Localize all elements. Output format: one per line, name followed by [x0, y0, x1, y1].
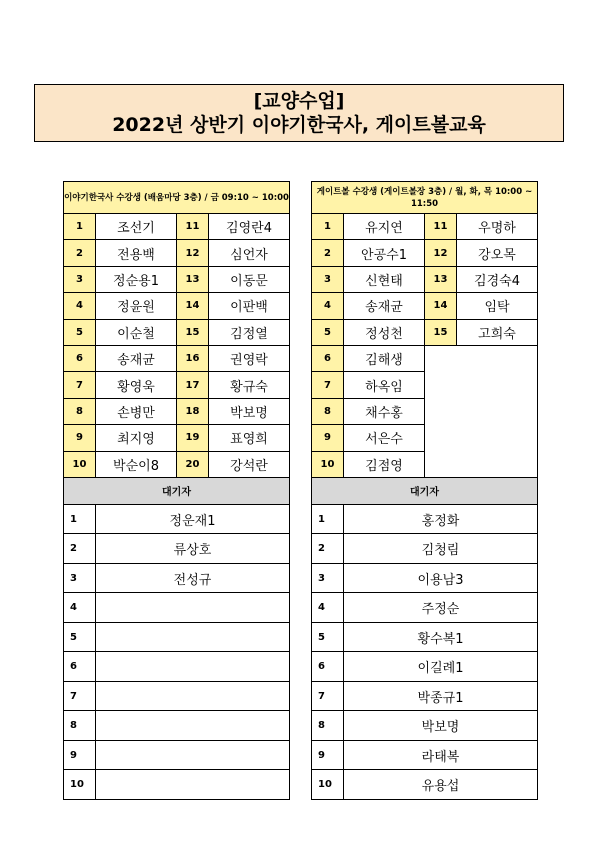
student-number: 13: [425, 266, 457, 292]
student-number: 7: [64, 372, 96, 398]
student-number: 6: [312, 345, 344, 371]
waitlist-number: 10: [64, 770, 96, 800]
student-name: 심언자: [209, 240, 290, 266]
table-row: [312, 652, 538, 682]
empty-cell: [425, 372, 538, 398]
student-number: 8: [64, 398, 96, 424]
table-row: [312, 214, 538, 240]
student-number: 9: [64, 425, 96, 451]
waitlist-number: 10: [312, 770, 344, 800]
table-row: [312, 372, 538, 398]
table-row: [64, 345, 290, 371]
student-number: 1: [64, 214, 96, 240]
student-number: 6: [64, 345, 96, 371]
table-row: [312, 622, 538, 652]
student-name: 임탁: [457, 293, 538, 319]
waitlist-name: 김청림: [344, 534, 538, 564]
waitlist-name: 박종규1: [344, 681, 538, 711]
student-name: 정윤원: [96, 293, 177, 319]
waitlist-number: 9: [312, 740, 344, 770]
student-name: 이판백: [209, 293, 290, 319]
waitlist-number: 3: [312, 563, 344, 593]
table-row: [312, 504, 538, 534]
student-number: 9: [312, 425, 344, 451]
waitlist-header: 대기자: [64, 477, 290, 504]
waitlist-name: 전성규: [96, 563, 290, 593]
waitlist-name: 이용남3: [344, 563, 538, 593]
student-number: 17: [177, 372, 209, 398]
waitlist-name: [96, 740, 290, 770]
table-row: [312, 319, 538, 345]
waitlist-number: 1: [312, 504, 344, 534]
waitlist-number: 8: [312, 711, 344, 741]
table-row: [64, 240, 290, 266]
waitlist-name: [96, 681, 290, 711]
student-name: 김경숙4: [457, 266, 538, 292]
student-name: 황규숙: [209, 372, 290, 398]
student-name: 정순용1: [96, 266, 177, 292]
empty-cell: [425, 451, 538, 477]
student-number: 15: [177, 319, 209, 345]
table-row: [64, 652, 290, 682]
table-row: [64, 425, 290, 451]
student-number: 2: [64, 240, 96, 266]
student-number: 4: [312, 293, 344, 319]
student-name: 강석란: [209, 451, 290, 477]
waitlist-number: 4: [312, 593, 344, 623]
waitlist-header: 대기자: [312, 477, 538, 504]
table-row: [64, 293, 290, 319]
roster-header: 게이트볼 수강생 (게이트볼장 3층) / 월, 화, 목 10:00 ~ 11:50: [312, 182, 538, 214]
waitlist-number: 4: [64, 593, 96, 623]
student-name: 송재균: [344, 293, 425, 319]
student-name: 강오목: [457, 240, 538, 266]
student-name: 김영란4: [209, 214, 290, 240]
history-roster-table: [63, 181, 290, 800]
empty-cell: [425, 398, 538, 424]
waitlist-number: 7: [64, 681, 96, 711]
student-number: 12: [177, 240, 209, 266]
student-number: 1: [312, 214, 344, 240]
waitlist-number: 2: [312, 534, 344, 564]
table-row: [312, 293, 538, 319]
waitlist-name: [96, 593, 290, 623]
student-name: 이동문: [209, 266, 290, 292]
student-number: 3: [312, 266, 344, 292]
student-number: 3: [64, 266, 96, 292]
table-row: [312, 593, 538, 623]
waitlist-number: 5: [312, 622, 344, 652]
table-row: [312, 770, 538, 800]
waitlist-number: 3: [64, 563, 96, 593]
empty-cell: [425, 345, 538, 371]
table-row: [64, 534, 290, 564]
student-number: 2: [312, 240, 344, 266]
title-box: [34, 84, 564, 142]
waitlist-number: 9: [64, 740, 96, 770]
table-row: [64, 398, 290, 424]
table-row: [64, 319, 290, 345]
waitlist-name: 유용섭: [344, 770, 538, 800]
student-number: 4: [64, 293, 96, 319]
table-row: [312, 425, 538, 451]
student-number: 13: [177, 266, 209, 292]
table-row: [64, 451, 290, 477]
waitlist-name: 이길례1: [344, 652, 538, 682]
student-name: 신현태: [344, 266, 425, 292]
table-row: [312, 398, 538, 424]
student-name: 서은수: [344, 425, 425, 451]
waitlist-number: 6: [64, 652, 96, 682]
table-row: [64, 504, 290, 534]
table-row: [64, 372, 290, 398]
student-name: 하옥임: [344, 372, 425, 398]
table-row: [64, 214, 290, 240]
title-line-2: 2022년 상반기 이야기한국사, 게이트볼교육: [112, 114, 486, 136]
student-number: 7: [312, 372, 344, 398]
table-row: [64, 740, 290, 770]
student-number: 11: [425, 214, 457, 240]
student-name: 김정열: [209, 319, 290, 345]
student-name: 채수홍: [344, 398, 425, 424]
student-number: 15: [425, 319, 457, 345]
student-name: 김점영: [344, 451, 425, 477]
student-name: 정성천: [344, 319, 425, 345]
student-name: 전용백: [96, 240, 177, 266]
table-row: [312, 563, 538, 593]
waitlist-name: 류상호: [96, 534, 290, 564]
table-row: [64, 593, 290, 623]
waitlist-name: 황수복1: [344, 622, 538, 652]
student-name: 이순철: [96, 319, 177, 345]
table-row: [312, 681, 538, 711]
waitlist-name: [96, 770, 290, 800]
waitlist-name: 홍정화: [344, 504, 538, 534]
student-name: 우명하: [457, 214, 538, 240]
table-row: [64, 681, 290, 711]
table-row: [312, 240, 538, 266]
title-line-1: [교양수업]: [253, 90, 345, 112]
table-row: [312, 345, 538, 371]
table-row: [64, 266, 290, 292]
gateball-roster-table: [311, 181, 538, 800]
student-number: 11: [177, 214, 209, 240]
waitlist-number: 1: [64, 504, 96, 534]
waitlist-number: 8: [64, 711, 96, 741]
student-name: 유지연: [344, 214, 425, 240]
table-row: [64, 711, 290, 741]
student-name: 고희숙: [457, 319, 538, 345]
waitlist-number: 2: [64, 534, 96, 564]
student-name: 황영욱: [96, 372, 177, 398]
student-name: 송재균: [96, 345, 177, 371]
waitlist-name: 박보명: [344, 711, 538, 741]
waitlist-number: 6: [312, 652, 344, 682]
student-number: 19: [177, 425, 209, 451]
student-name: 박순이8: [96, 451, 177, 477]
table-row: [64, 563, 290, 593]
student-number: 5: [64, 319, 96, 345]
student-name: 최지영: [96, 425, 177, 451]
waitlist-name: [96, 652, 290, 682]
waitlist-number: 5: [64, 622, 96, 652]
table-row: [312, 711, 538, 741]
student-name: 표영희: [209, 425, 290, 451]
table-row: [312, 740, 538, 770]
student-name: 권영락: [209, 345, 290, 371]
student-number: 10: [64, 451, 96, 477]
roster-header: 이야기한국사 수강생 (배움마당 3층) / 금 09:10 ~ 10:00: [64, 182, 290, 214]
table-row: [312, 451, 538, 477]
table-row: [312, 266, 538, 292]
table-row: [312, 534, 538, 564]
waitlist-name: [96, 711, 290, 741]
waitlist-name: 주정순: [344, 593, 538, 623]
table-row: [64, 770, 290, 800]
waitlist-name: [96, 622, 290, 652]
student-number: 18: [177, 398, 209, 424]
student-number: 16: [177, 345, 209, 371]
student-name: 손병만: [96, 398, 177, 424]
student-number: 10: [312, 451, 344, 477]
student-number: 5: [312, 319, 344, 345]
student-number: 20: [177, 451, 209, 477]
waitlist-name: 라태복: [344, 740, 538, 770]
student-name: 김해생: [344, 345, 425, 371]
student-name: 안공수1: [344, 240, 425, 266]
student-number: 14: [425, 293, 457, 319]
table-row: [64, 622, 290, 652]
student-number: 8: [312, 398, 344, 424]
student-number: 12: [425, 240, 457, 266]
student-name: 조선기: [96, 214, 177, 240]
empty-cell: [425, 425, 538, 451]
student-number: 14: [177, 293, 209, 319]
waitlist-number: 7: [312, 681, 344, 711]
waitlist-name: 정운재1: [96, 504, 290, 534]
student-name: 박보명: [209, 398, 290, 424]
